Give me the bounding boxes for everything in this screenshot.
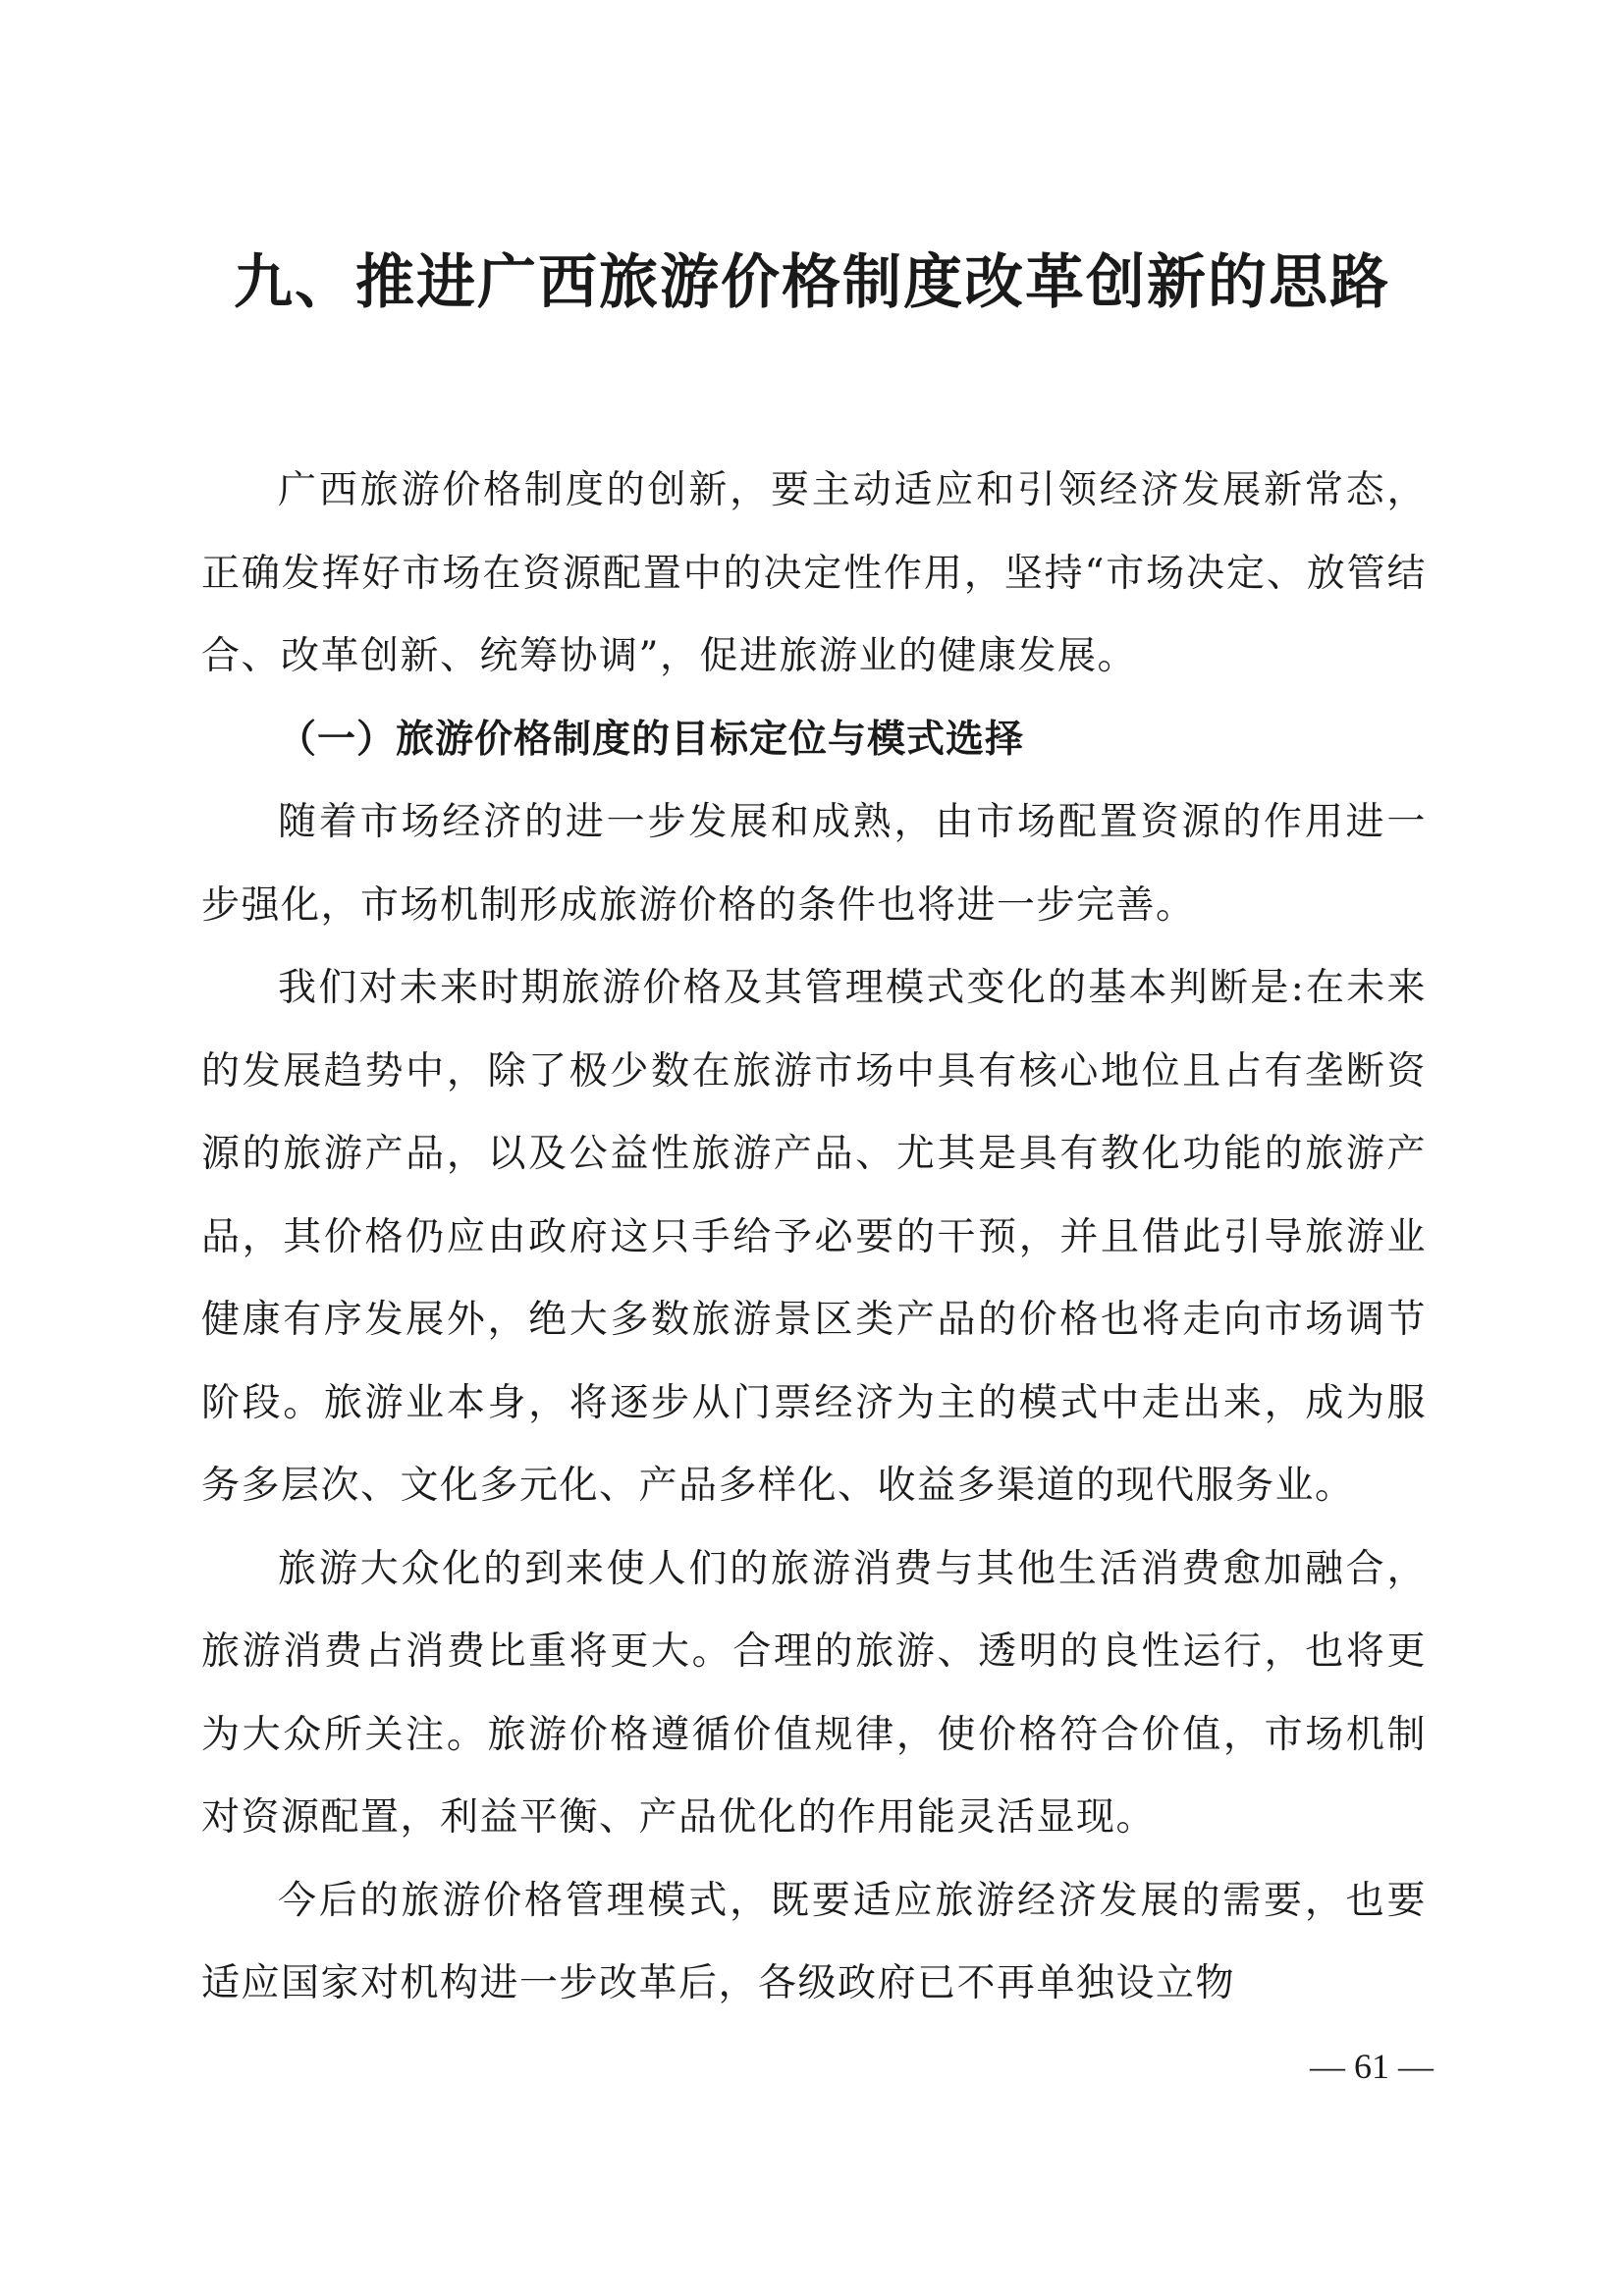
body-text	[201, 450, 1427, 2026]
paragraph-intro: 广西旅游价格制度的创新，要主动适应和引领经济发展新常态，正确发挥好市场在资源配置中的决定性作用，坚持“市场决定、放管结合、改革创新、统筹协调”，促进旅游业的健康发展。	[201, 468, 1427, 678]
paragraph-management-mode: 今后的旅游价格管理模式，既要适应旅游经济发展的需要，也要适应国家对机构进一步改革后，各级政府已不再单独设立物	[201, 1878, 1427, 2005]
page-number: — 61 —	[1310, 2047, 1434, 2086]
page-title: 九、推进广西旅游价格制度改革创新的思路	[234, 248, 1390, 317]
paragraph-basic-judgement: 我们对未来时期旅游价格及其管理模式变化的基本判断是:在未来的发展趋势中，除了极少数在旅游市场中具有核心地位且占有垄断资源的旅游产品，以及公益性旅游产品、尤其是具有教化功能的旅游产品，其价格仍应由政府这只手给予必要的干预，并且借此引导旅游业健康有序发展外，绝大多数旅游景区类产品的价格也将走向市场调节阶段。旅游业本身，将逐步从门票经济为主的模式中走出来，成为服务多层次、文化多元化、产品多样化、收益多渠道的现代服务业。	[201, 966, 1427, 1508]
paragraph-mass-tourism: 旅游大众化的到来使人们的旅游消费与其他生活消费愈加融合，旅游消费占消费比重将更大。合理的旅游、透明的良性运行，也将更为大众所关注。旅游价格遵循价值规律，使价格符合价值，市场机制对资源配置，利益平衡、产品优化的作用能灵活显现。	[201, 1546, 1427, 1840]
paragraph-market-development: 随着市场经济的进一步发展和成熟，由市场配置资源的作用进一步强化，市场机制形成旅游价格的条件也将进一步完善。	[201, 800, 1427, 928]
section-heading: （一）旅游价格制度的目标定位与模式选择	[278, 717, 1025, 762]
